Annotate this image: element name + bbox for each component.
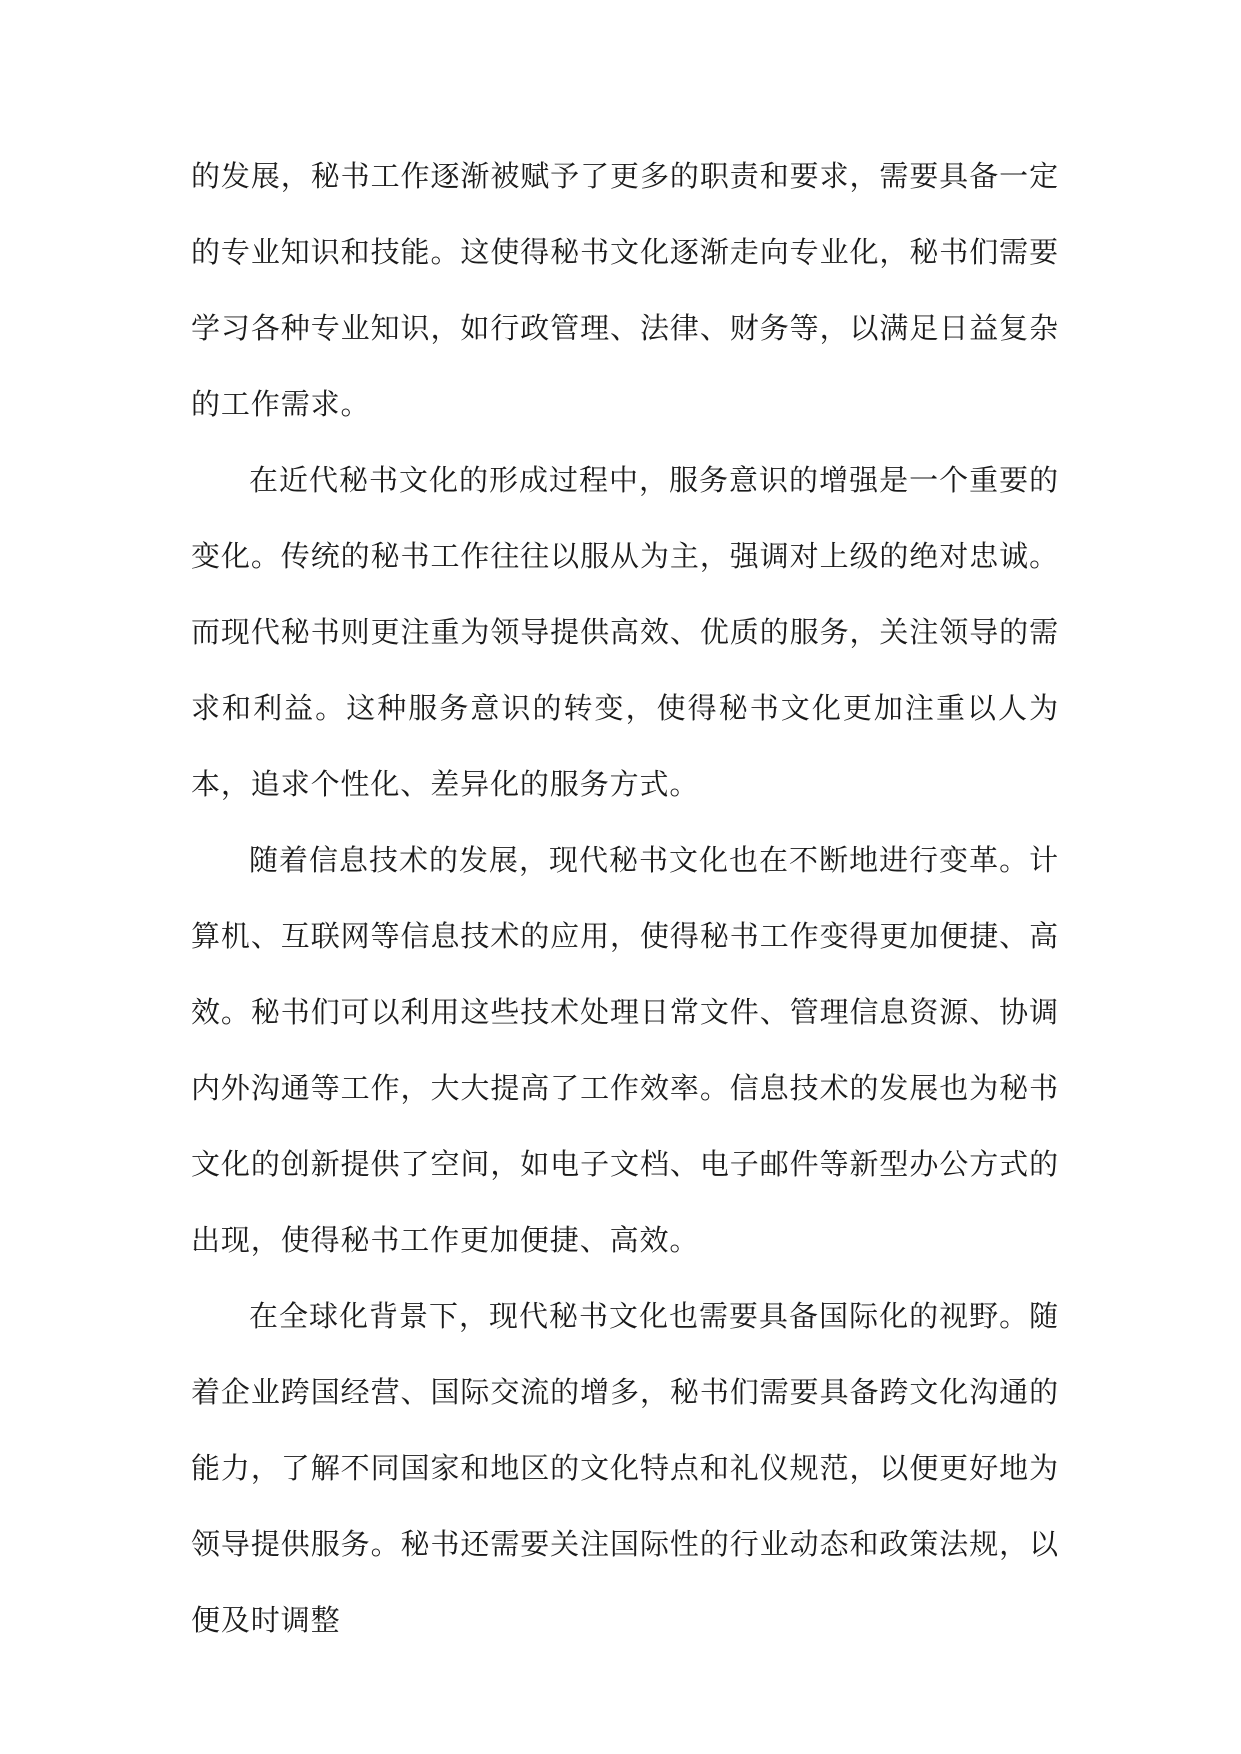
paragraph: 随着信息技术的发展，现代秘书文化也在不断地进行变革。计算机、互联网等信息技术的应用，使得秘书工作变得更加便捷、高效。秘书们可以利用这些技术处理日常文件、管理信息资源、协调内外沟通等工作，大大提高了工作效率。信息技术的发展也为秘书文化的创新提供了空间，如电子文档、电子邮件等新型办公方式的出现，使得秘书工作更加便捷、高效。 xyxy=(191,843,1059,1257)
paragraph: 在近代秘书文化的形成过程中，服务意识的增强是一个重要的变化。传统的秘书工作往往以服从为主，强调对上级的绝对忠诚。而现代秘书则更注重为领导提供高效、优质的服务，关注领导的需求和利益。这种服务意识的转变，使得秘书文化更加注重以人为本，追求个性化、差异化的服务方式。 xyxy=(191,463,1059,801)
body-text xyxy=(191,138,1059,1658)
paragraph: 在全球化背景下，现代秘书文化也需要具备国际化的视野。随着企业跨国经营、国际交流的增多，秘书们需要具备跨文化沟通的能力，了解不同国家和地区的文化特点和礼仪规范，以便更好地为领导提供服务。秘书还需要关注国际性的行业动态和政策法规，以便及时调整 xyxy=(191,1299,1059,1637)
paragraph-continued: 的发展，秘书工作逐渐被赋予了更多的职责和要求，需要具备一定的专业知识和技能。这使得秘书文化逐渐走向专业化，秘书们需要学习各种专业知识，如行政管理、法律、财务等，以满足日益复杂的工作需求。 xyxy=(191,159,1059,421)
